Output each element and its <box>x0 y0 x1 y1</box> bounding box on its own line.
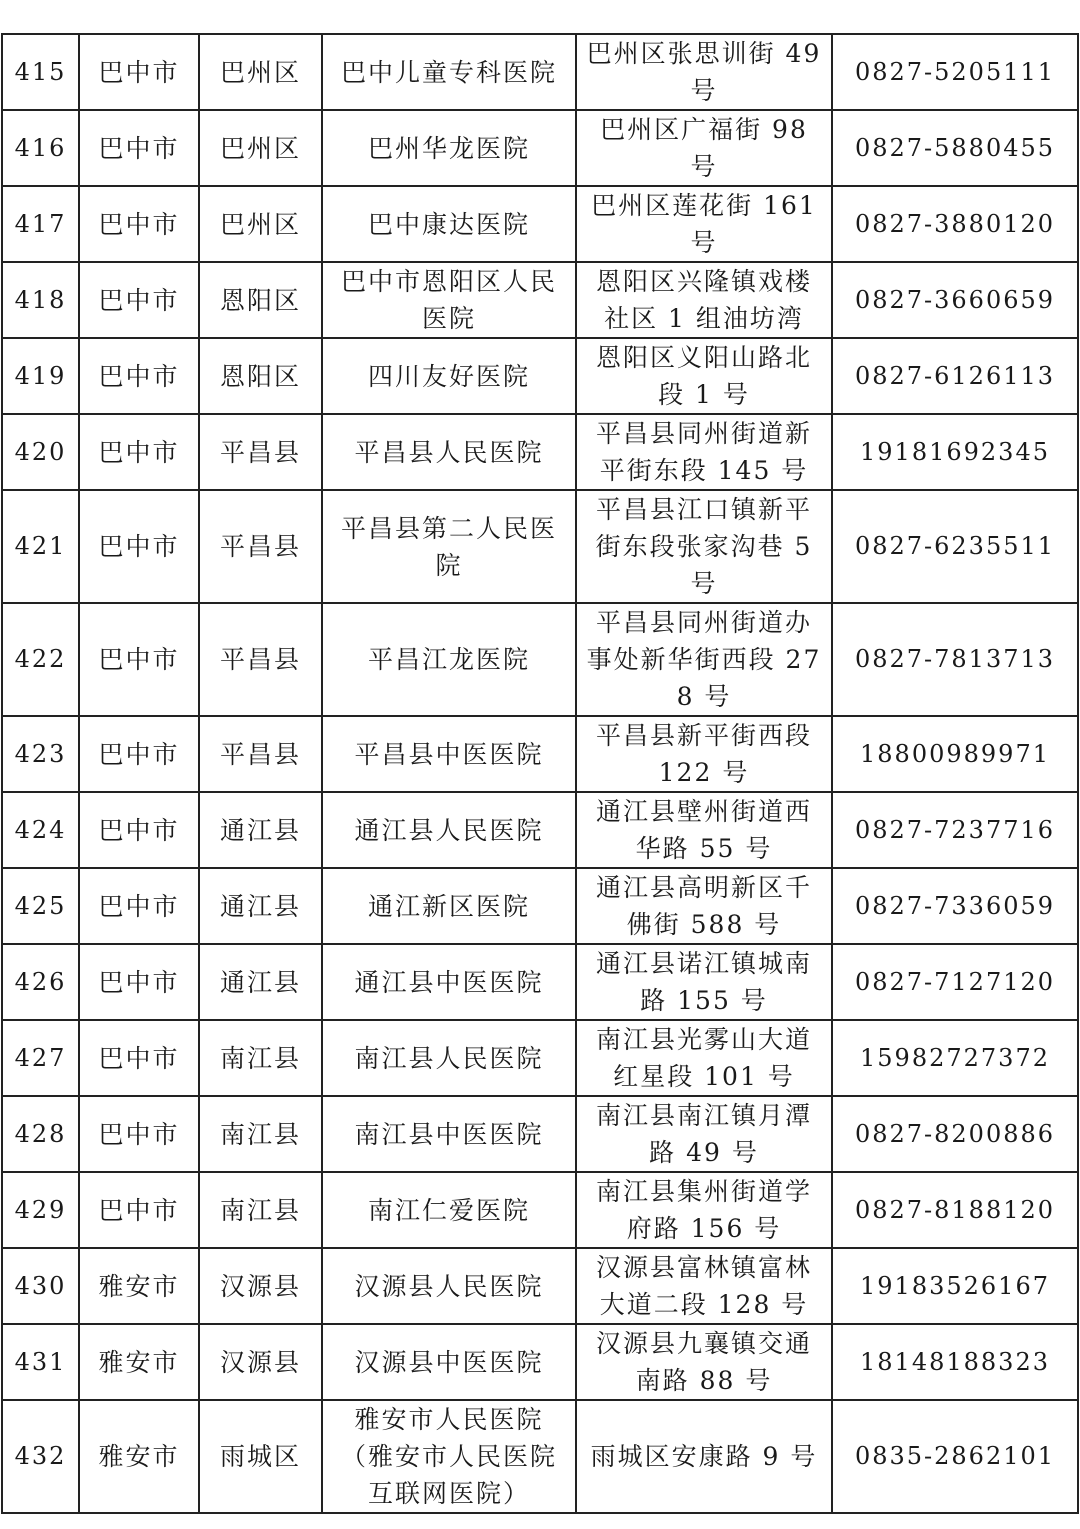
address-cell: 汉源县富林镇富林大道二段 128 号 <box>576 1248 832 1324</box>
address-cell: 通江县诺江镇城南路 155 号 <box>576 944 832 1020</box>
district-cell: 平昌县 <box>199 603 322 716</box>
hospital-name-cell: 巴州华龙医院 <box>322 110 576 186</box>
hospital-table-body <box>2 34 1078 1513</box>
row-number: 422 <box>2 603 79 716</box>
address-cell: 平昌县同州街道新平街东段 145 号 <box>576 414 832 490</box>
city-cell: 巴中市 <box>79 34 199 110</box>
address-cell: 恩阳区义阳山路北段 1 号 <box>576 338 832 414</box>
district-cell: 通江县 <box>199 868 322 944</box>
city-cell: 雅安市 <box>79 1324 199 1400</box>
phone-cell: 15982727372 <box>832 1020 1078 1096</box>
city-cell: 雅安市 <box>79 1400 199 1513</box>
district-cell: 南江县 <box>199 1096 322 1172</box>
district-cell: 汉源县 <box>199 1248 322 1324</box>
row-number: 425 <box>2 868 79 944</box>
hospital-name-cell: 汉源县中医医院 <box>322 1324 576 1400</box>
city-cell: 巴中市 <box>79 868 199 944</box>
row-number: 431 <box>2 1324 79 1400</box>
hospital-name-cell: 通江县中医医院 <box>322 944 576 1020</box>
table-row <box>2 490 1078 603</box>
district-cell: 汉源县 <box>199 1324 322 1400</box>
address-cell: 汉源县九襄镇交通南路 88 号 <box>576 1324 832 1400</box>
row-number: 419 <box>2 338 79 414</box>
table-row <box>2 414 1078 490</box>
hospital-name-cell: 南江县中医医院 <box>322 1096 576 1172</box>
row-number: 421 <box>2 490 79 603</box>
district-cell: 平昌县 <box>199 414 322 490</box>
city-cell: 巴中市 <box>79 792 199 868</box>
phone-cell: 18800989971 <box>832 716 1078 792</box>
table-row <box>2 262 1078 338</box>
row-number: 429 <box>2 1172 79 1248</box>
address-cell: 通江县壁州街道西华路 55 号 <box>576 792 832 868</box>
hospital-name-cell: 平昌县人民医院 <box>322 414 576 490</box>
row-number: 418 <box>2 262 79 338</box>
phone-cell: 0827-6235511 <box>832 490 1078 603</box>
address-cell: 平昌县江口镇新平街东段张家沟巷 5 号 <box>576 490 832 603</box>
table-row <box>2 1400 1078 1513</box>
row-number: 430 <box>2 1248 79 1324</box>
district-cell: 南江县 <box>199 1172 322 1248</box>
city-cell: 巴中市 <box>79 414 199 490</box>
phone-cell: 0827-3660659 <box>832 262 1078 338</box>
address-cell: 南江县集州街道学府路 156 号 <box>576 1172 832 1248</box>
city-cell: 巴中市 <box>79 490 199 603</box>
phone-cell: 0835-2862101 <box>832 1400 1078 1513</box>
hospital-name-cell: 南江仁爱医院 <box>322 1172 576 1248</box>
table-row <box>2 716 1078 792</box>
hospital-name-cell: 巴中儿童专科医院 <box>322 34 576 110</box>
phone-cell: 0827-7336059 <box>832 868 1078 944</box>
city-cell: 巴中市 <box>79 1172 199 1248</box>
district-cell: 平昌县 <box>199 490 322 603</box>
phone-cell: 0827-5880455 <box>832 110 1078 186</box>
phone-cell: 0827-7127120 <box>832 944 1078 1020</box>
city-cell: 巴中市 <box>79 603 199 716</box>
phone-cell: 0827-7237716 <box>832 792 1078 868</box>
city-cell: 巴中市 <box>79 110 199 186</box>
row-number: 428 <box>2 1096 79 1172</box>
city-cell: 巴中市 <box>79 1096 199 1172</box>
row-number: 427 <box>2 1020 79 1096</box>
address-cell: 巴州区莲花街 161 号 <box>576 186 832 262</box>
district-cell: 南江县 <box>199 1020 322 1096</box>
district-cell: 巴州区 <box>199 186 322 262</box>
row-number: 417 <box>2 186 79 262</box>
table-row <box>2 110 1078 186</box>
phone-cell: 0827-8200886 <box>832 1096 1078 1172</box>
city-cell: 雅安市 <box>79 1248 199 1324</box>
phone-cell: 0827-8188120 <box>832 1172 1078 1248</box>
city-cell: 巴中市 <box>79 716 199 792</box>
address-cell: 通江县高明新区千佛街 588 号 <box>576 868 832 944</box>
row-number: 424 <box>2 792 79 868</box>
district-cell: 通江县 <box>199 792 322 868</box>
row-number: 416 <box>2 110 79 186</box>
row-number: 426 <box>2 944 79 1020</box>
table-row <box>2 1172 1078 1248</box>
district-cell: 恩阳区 <box>199 338 322 414</box>
hospital-table <box>1 33 1079 1514</box>
phone-cell: 0827-3880120 <box>832 186 1078 262</box>
address-cell: 南江县光雾山大道红星段 101 号 <box>576 1020 832 1096</box>
table-row <box>2 868 1078 944</box>
row-number: 415 <box>2 34 79 110</box>
district-cell: 通江县 <box>199 944 322 1020</box>
table-row <box>2 1248 1078 1324</box>
table-row <box>2 1096 1078 1172</box>
hospital-name-cell: 南江县人民医院 <box>322 1020 576 1096</box>
table-row <box>2 1324 1078 1400</box>
phone-cell: 19183526167 <box>832 1248 1078 1324</box>
address-cell: 平昌县新平街西段 122 号 <box>576 716 832 792</box>
hospital-name-cell: 汉源县人民医院 <box>322 1248 576 1324</box>
city-cell: 巴中市 <box>79 1020 199 1096</box>
city-cell: 巴中市 <box>79 262 199 338</box>
address-cell: 巴州区广福街 98 号 <box>576 110 832 186</box>
row-number: 432 <box>2 1400 79 1513</box>
hospital-name-cell: 通江新区医院 <box>322 868 576 944</box>
table-row <box>2 944 1078 1020</box>
district-cell: 巴州区 <box>199 110 322 186</box>
phone-cell: 0827-7813713 <box>832 603 1078 716</box>
table-row <box>2 186 1078 262</box>
address-cell: 平昌县同州街道办事处新华街西段 278 号 <box>576 603 832 716</box>
phone-cell: 0827-6126113 <box>832 338 1078 414</box>
hospital-name-cell: 平昌县第二人民医院 <box>322 490 576 603</box>
hospital-name-cell: 平昌县中医医院 <box>322 716 576 792</box>
district-cell: 平昌县 <box>199 716 322 792</box>
table-row <box>2 792 1078 868</box>
address-cell: 南江县南江镇月潭路 49 号 <box>576 1096 832 1172</box>
table-row <box>2 34 1078 110</box>
table-row <box>2 1020 1078 1096</box>
city-cell: 巴中市 <box>79 944 199 1020</box>
city-cell: 巴中市 <box>79 186 199 262</box>
city-cell: 巴中市 <box>79 338 199 414</box>
hospital-name-cell: 巴中康达医院 <box>322 186 576 262</box>
table-row <box>2 338 1078 414</box>
phone-cell: 19181692345 <box>832 414 1078 490</box>
row-number: 423 <box>2 716 79 792</box>
hospital-name-cell: 巴中市恩阳区人民医院 <box>322 262 576 338</box>
district-cell: 恩阳区 <box>199 262 322 338</box>
hospital-name-cell: 通江县人民医院 <box>322 792 576 868</box>
address-cell: 巴州区张思训街 49 号 <box>576 34 832 110</box>
hospital-name-cell: 雅安市人民医院（雅安市人民医院互联网医院） <box>322 1400 576 1513</box>
address-cell: 恩阳区兴隆镇戏楼社区 1 组油坊湾 <box>576 262 832 338</box>
table-row <box>2 603 1078 716</box>
hospital-name-cell: 四川友好医院 <box>322 338 576 414</box>
hospital-name-cell: 平昌江龙医院 <box>322 603 576 716</box>
phone-cell: 0827-5205111 <box>832 34 1078 110</box>
row-number: 420 <box>2 414 79 490</box>
district-cell: 雨城区 <box>199 1400 322 1513</box>
phone-cell: 18148188323 <box>832 1324 1078 1400</box>
district-cell: 巴州区 <box>199 34 322 110</box>
address-cell: 雨城区安康路 9 号 <box>576 1400 832 1513</box>
